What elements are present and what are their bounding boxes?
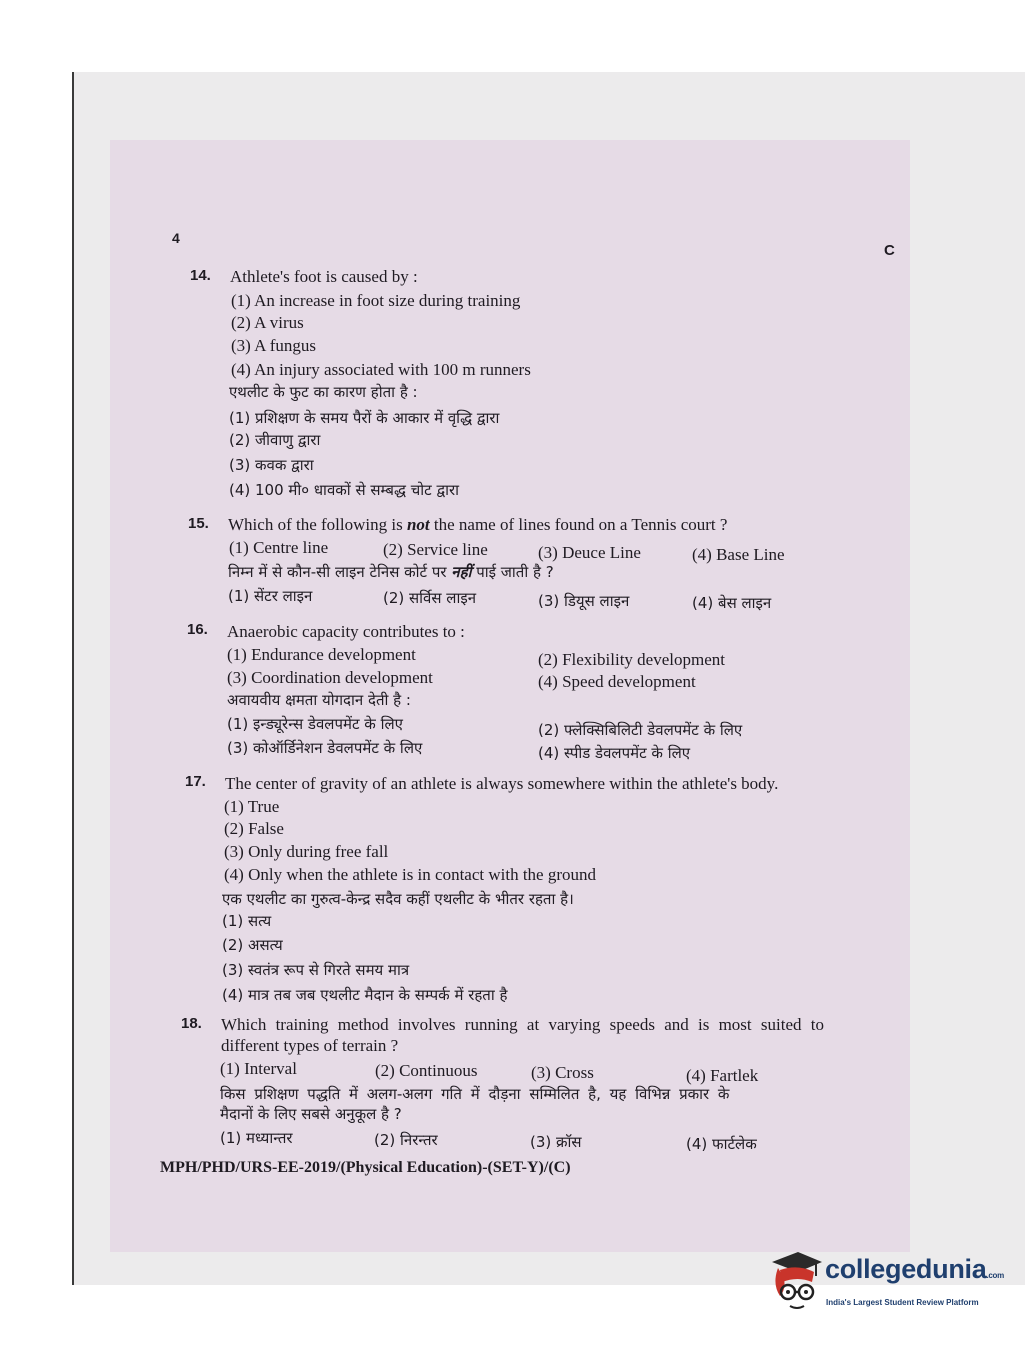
collegedunia-mascot-icon <box>768 1248 824 1318</box>
question-text-en: Which training method involves running at varying speeds and is most suited to <box>221 1015 824 1034</box>
option-hi: (2) फ्लेक्सिबिलिटी डेवलपमेंट के लिए <box>538 721 743 739</box>
question-text-hi: किस प्रशिक्षण पद्धति में अलग-अलग गति में दौड़ना सम्मिलित है, यह विभिन्न प्रकार के <box>220 1085 730 1103</box>
option-hi: (3) स्वतंत्र रूप से गिरते समय मात्र <box>222 961 410 979</box>
option-en: (1) Centre line <box>229 538 329 557</box>
option-en: (1) Interval <box>220 1059 297 1078</box>
option-en: (2) A virus <box>231 313 304 332</box>
question-text-hi: मैदानों के लिए सबसे अनुकूल है ? <box>220 1105 402 1123</box>
option-hi: (2) असत्य <box>222 936 283 954</box>
brand-tagline: India's Largest Student Review Platform <box>826 1298 979 1307</box>
option-en: (4) Fartlek <box>686 1066 759 1085</box>
option-hi: (3) कोऑर्डिनेशन डेवलपमेंट के लिए <box>227 739 423 757</box>
question-text-en: Athlete's foot is caused by : <box>230 267 418 286</box>
collegedunia-watermark <box>768 1248 1004 1318</box>
option-hi: (1) सेंटर लाइन <box>228 587 313 605</box>
option-en: (4) Speed development <box>538 672 696 691</box>
option-en: (2) Flexibility development <box>538 650 725 669</box>
option-hi: (1) मध्यान्तर <box>220 1129 293 1147</box>
scan-edge-line <box>72 72 74 1285</box>
option-en: (1) Endurance development <box>227 645 416 664</box>
option-en: (3) Cross <box>531 1063 594 1082</box>
question-text-en: Which of the following is not the name of lines found on a Tennis court ? <box>228 515 728 534</box>
brand-name: collegedunia.com <box>825 1254 1004 1284</box>
question-number: 14. <box>190 267 211 284</box>
option-hi: (1) प्रशिक्षण के समय पैरों के आकार में वृद्धि द्वारा <box>229 409 500 427</box>
option-hi: (3) कवक द्वारा <box>229 456 314 474</box>
option-en: (3) Only during free fall <box>224 842 389 861</box>
option-hi: (3) क्रॉस <box>530 1133 582 1151</box>
question-text-en: Anaerobic capacity contributes to : <box>227 622 465 641</box>
option-en: (3) Coordination development <box>227 668 433 687</box>
option-en: (2) Service line <box>383 540 488 559</box>
option-en: (1) An increase in foot size during training <box>231 291 521 310</box>
option-hi: (4) 100 मी० धावकों से सम्बद्ध चोट द्वारा <box>229 481 459 499</box>
option-hi: (4) स्पीड डेवलपमेंट के लिए <box>538 744 691 762</box>
option-en: (2) Continuous <box>375 1061 478 1080</box>
option-hi: (2) निरन्तर <box>374 1131 438 1149</box>
option-en: (3) Deuce Line <box>538 543 641 562</box>
question-number: 16. <box>187 621 208 638</box>
option-hi: (1) इन्ड्यूरेन्स डेवलपमेंट के लिए <box>227 715 403 733</box>
question-number: 17. <box>185 773 206 790</box>
option-hi: (3) डियूस लाइन <box>538 592 630 610</box>
question-number: 15. <box>188 515 209 532</box>
page-number: 4 <box>172 230 180 246</box>
question-text-hi: एथलीट के फुट का कारण होता है : <box>229 383 418 401</box>
option-hi: (2) सर्विस लाइन <box>383 589 477 607</box>
option-en: (1) True <box>224 797 280 816</box>
option-en: (4) An injury associated with 100 m runners <box>231 360 531 379</box>
option-hi: (1) सत्य <box>222 912 272 930</box>
question-text-hi: अवायवीय क्षमता योगदान देती है : <box>227 691 411 709</box>
option-hi: (4) बेस लाइन <box>692 594 772 612</box>
question-text-en: different types of terrain ? <box>221 1036 399 1055</box>
question-text-hi: निम्न में से कौन-सी लाइन टेनिस कोर्ट पर नहीं पाई जाती है ? <box>228 563 554 581</box>
footer-exam-code: MPH/PHD/URS-EE-2019/(Physical Education)-(SET-Y)/(C) <box>160 1159 571 1176</box>
option-en: (2) False <box>224 819 284 838</box>
option-en: (3) A fungus <box>231 336 316 355</box>
question-number: 18. <box>181 1015 202 1032</box>
option-hi: (4) फार्टलेक <box>686 1135 757 1153</box>
option-en: (4) Base Line <box>692 545 785 564</box>
question-text-en: The center of gravity of an athlete is always somewhere within the athlete's body. <box>225 774 779 793</box>
set-code: C <box>884 242 895 259</box>
option-hi: (4) मात्र तब जब एथलीट मैदान के सम्पर्क में रहता है <box>222 986 508 1004</box>
option-en: (4) Only when the athlete is in contact with the ground <box>224 865 597 884</box>
question-text-hi: एक एथलीट का गुरुत्व-केन्द्र सदैव कहीं एथलीट के भीतर रहता है। <box>222 890 574 908</box>
option-hi: (2) जीवाणु द्वारा <box>229 431 321 449</box>
